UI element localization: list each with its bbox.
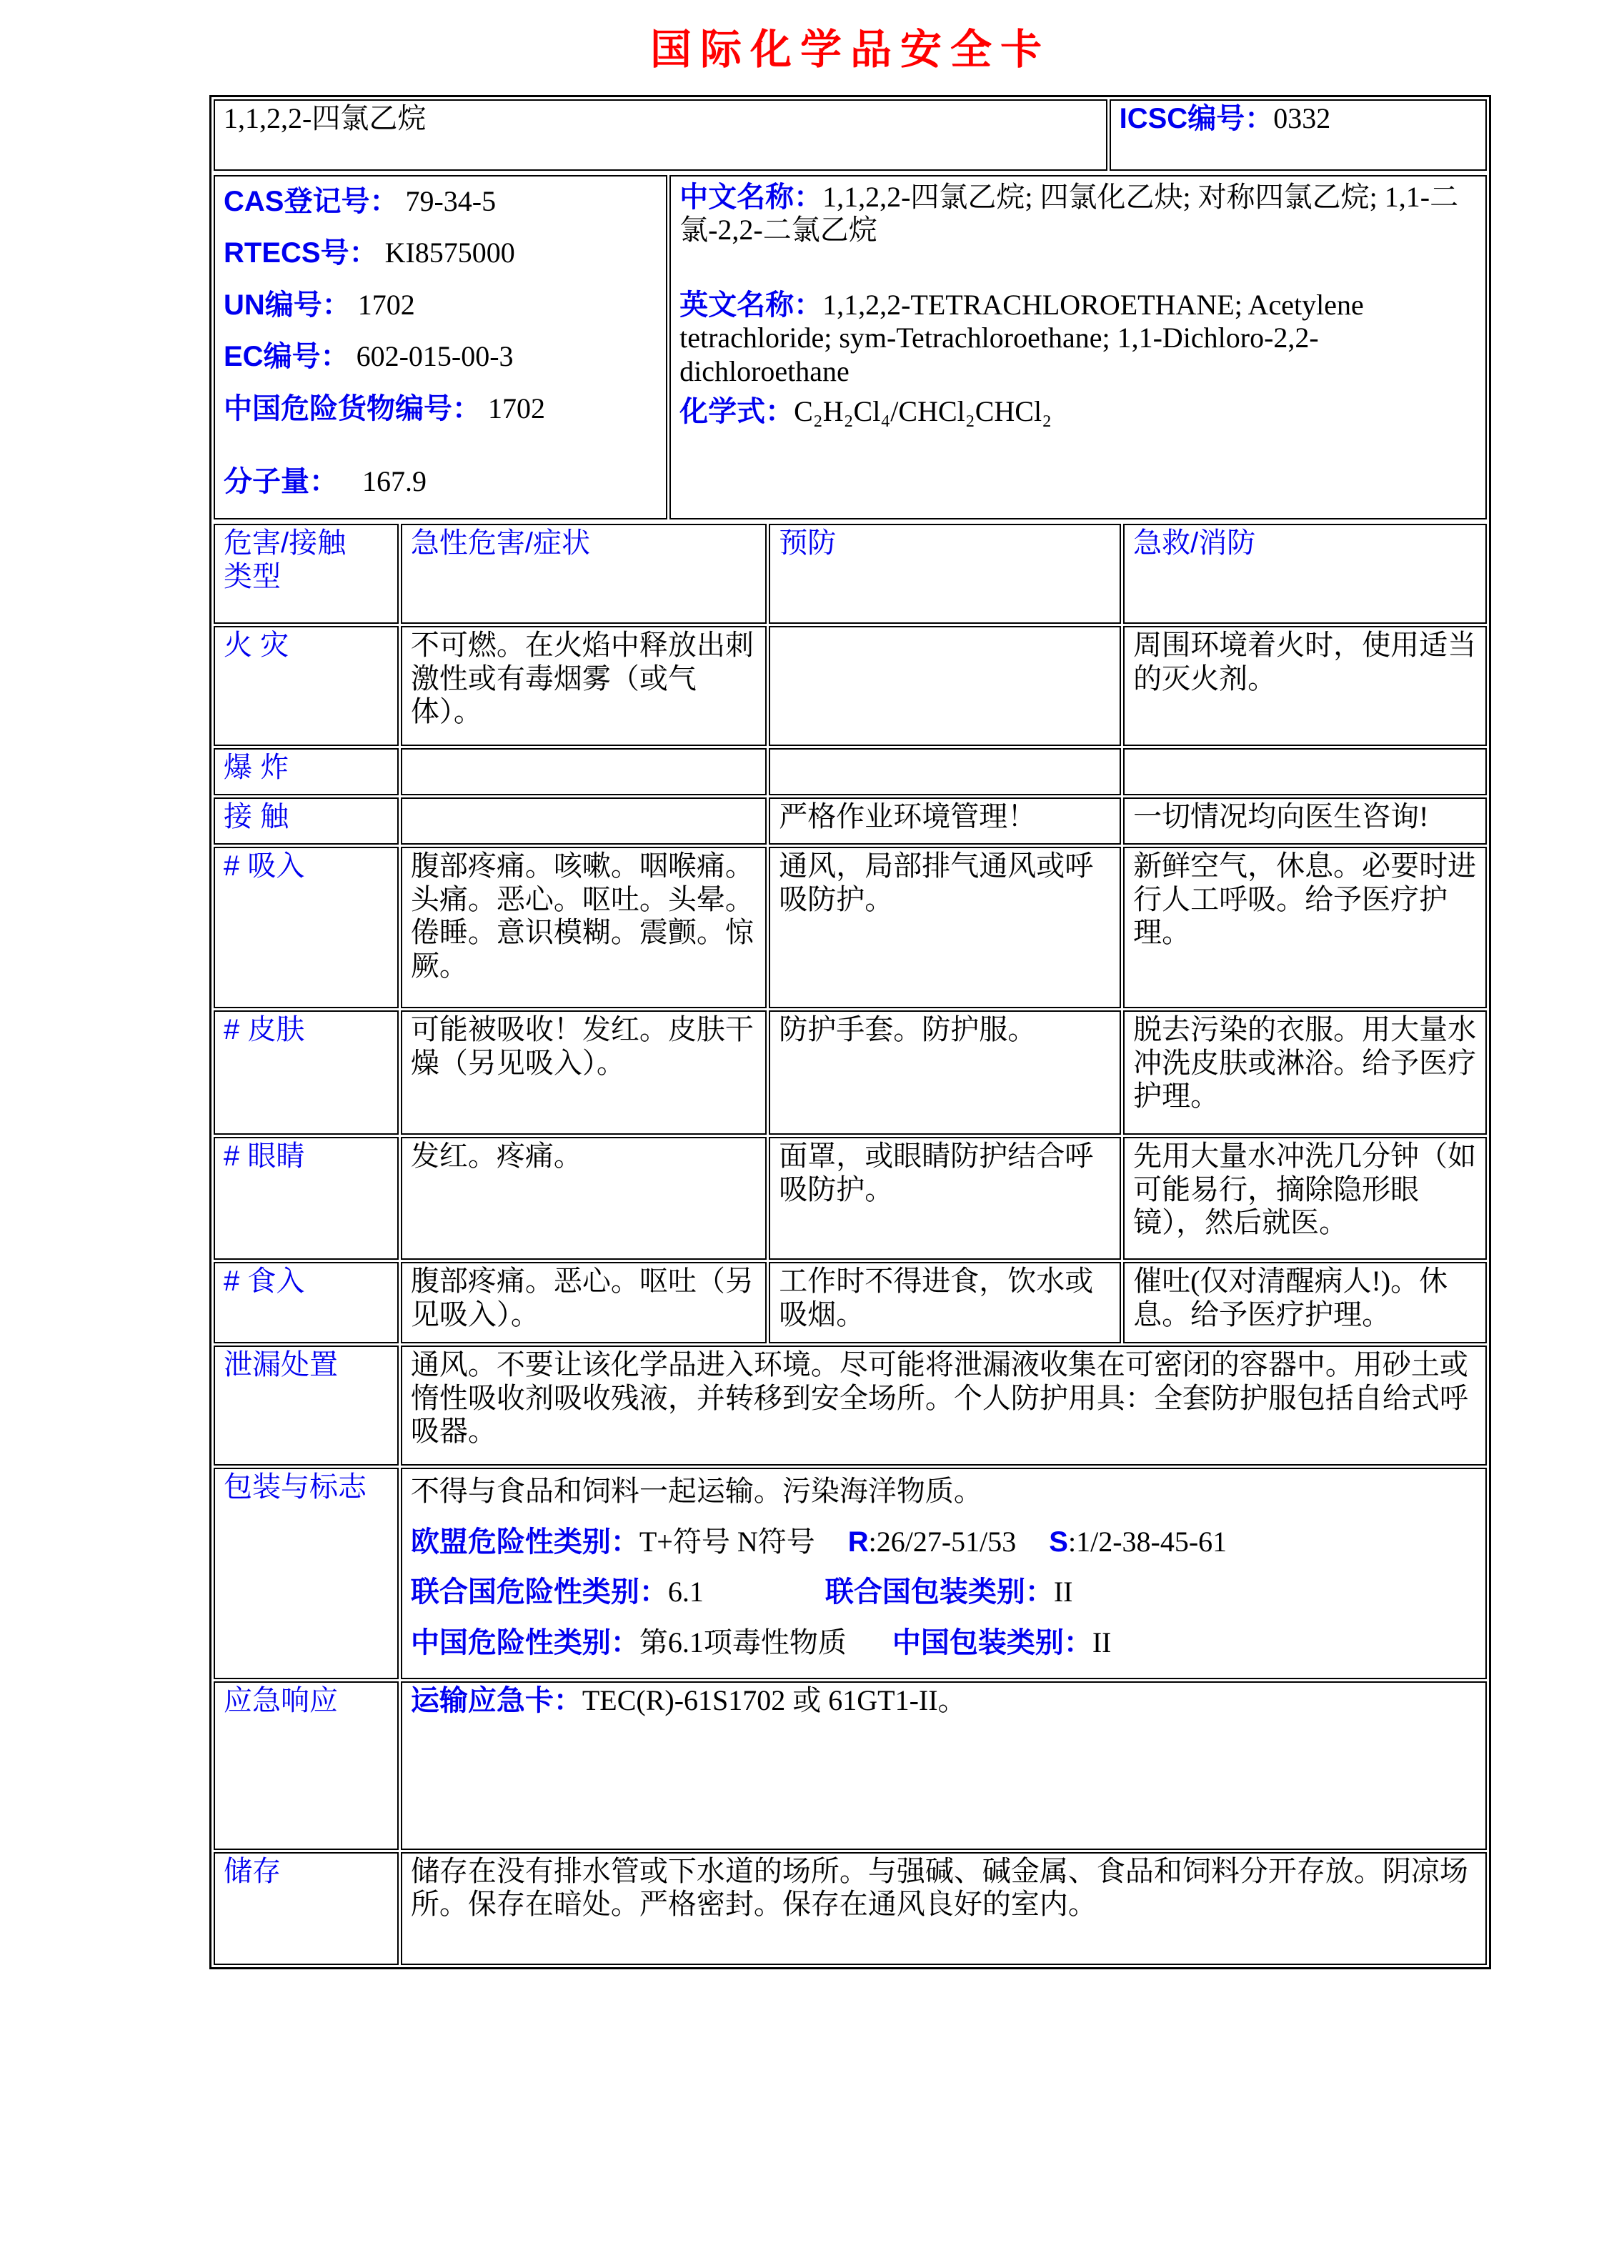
- emergency-label-cell: 应急响应: [214, 1681, 399, 1850]
- packaging-row: [214, 1468, 1487, 1679]
- fire-row: [214, 626, 1487, 746]
- transport-card-value: TEC(R)-61S1702 或 61GT1-II。: [582, 1683, 967, 1716]
- chemical-name-cell: [214, 99, 1107, 171]
- skin-firstaid-cell: 脱去污染的衣服。用大量水冲洗皮肤或淋浴。给予医疗护理。: [1123, 1010, 1487, 1135]
- mw-value: 167.9: [362, 464, 427, 497]
- page-title: 国际化学品安全卡: [649, 26, 1050, 73]
- spill-content-cell: 通风。不要让该化学品进入环境。尽可能将泄漏液收集在可密闭的容器中。用砂土或惰性吸收剂吸收残液，并转移到安全场所。个人防护用具：全套防护服包括自给式呼吸器。: [401, 1346, 1487, 1466]
- safety-card: [209, 95, 1491, 1969]
- exposure-symptoms-cell: [401, 797, 767, 845]
- un-value: 1702: [357, 288, 415, 321]
- names-cell: [669, 175, 1487, 519]
- rtecs-value: KI8575000: [384, 237, 515, 269]
- eyes-prevention-cell: 面罩，或眼睛防护结合呼吸防护。: [769, 1137, 1121, 1260]
- icsc-label: ICSC编号：: [1119, 103, 1274, 134]
- ingestion-symptoms-cell: 腹部疼痛。恶心。呕吐（另见吸入）。: [401, 1262, 767, 1343]
- cn-name-row: [679, 181, 1477, 247]
- inhalation-symptoms-cell: 腹部疼痛。咳嗽。咽喉痛。头痛。恶心。呕吐。头晕。倦睡。意识模糊。震颤。惊厥。: [401, 847, 767, 1008]
- packaging-content-cell: [401, 1468, 1487, 1679]
- exposure-row: [214, 797, 1487, 845]
- storage-label-cell: 储存: [214, 1852, 399, 1965]
- identity-table: [211, 173, 1489, 522]
- emergency-row: [214, 1681, 1487, 1850]
- fire-firstaid-cell: 周围环境着火时，使用适当的灭火剂。: [1123, 626, 1487, 746]
- formula-row: [679, 395, 1477, 428]
- s-phrases-value: :1/2-38-45-61: [1067, 1525, 1227, 1558]
- explosion-symptoms-cell: [401, 748, 767, 795]
- icsc-number: 0332: [1273, 102, 1331, 134]
- cas-label: CAS登记号：: [224, 186, 399, 217]
- eyes-type-cell: # 眼睛: [214, 1137, 399, 1260]
- un-row: [224, 289, 657, 322]
- cas-value: 79-34-5: [405, 185, 497, 217]
- cn-dg-row: [224, 392, 657, 425]
- r-phrases-value: :26/27-51/53: [868, 1525, 1017, 1558]
- cn-class-value: 第6.1项毒性物质: [639, 1626, 847, 1658]
- explosion-firstaid-cell: [1123, 748, 1487, 795]
- spill-label-cell: 泄漏处置: [214, 1346, 399, 1466]
- mw-label: 分子量：: [224, 465, 338, 497]
- inhalation-prevention-cell: 通风，局部排气通风或呼吸防护。: [769, 847, 1121, 1008]
- fire-type-cell: 火 灾: [214, 626, 399, 746]
- un-class-label: 联合国危险性类别：: [410, 1576, 668, 1608]
- eyes-symptoms-cell: 发红。疼痛。: [401, 1137, 767, 1260]
- spill-row: [214, 1346, 1487, 1466]
- cn-dg-value: 1702: [488, 392, 545, 424]
- packaging-label-cell: 包装与标志: [214, 1468, 399, 1679]
- prevention-header: 预防: [769, 524, 1121, 624]
- un-pack-value: II: [1053, 1576, 1073, 1608]
- packaging-cn-line: [411, 1626, 1477, 1659]
- exposure-firstaid-cell: 一切情况均向医生咨询!: [1123, 797, 1487, 845]
- en-name-value: 1,1,2,2-TETRACHLOROETHANE; Acetylene tetrachloride; sym-Tetrachloroethane; 1,1-Dichloro-2,2-dichloroethane: [679, 288, 1364, 387]
- ingestion-type-cell: # 食入: [214, 1262, 399, 1343]
- cn-name-value: 1,1,2,2-四氯乙烷; 四氯化乙炔; 对称四氯乙烷; 1,1-二氯-2,2-二氯乙烷: [679, 181, 1459, 247]
- explosion-type-cell: 爆 炸: [214, 748, 399, 795]
- ingestion-firstaid-cell: 催吐(仅对清醒病人!)。休息。给予医疗护理。: [1123, 1262, 1487, 1343]
- skin-symptoms-cell: 可能被吸收！发红。皮肤干燥（另见吸入）。: [401, 1010, 767, 1135]
- exposure-prevention-cell: 严格作业环境管理！: [769, 797, 1121, 845]
- transport-card-label: 运输应急卡：: [410, 1684, 582, 1716]
- cn-pack-label: 中国包装类别：: [892, 1626, 1092, 1658]
- eyes-firstaid-cell: 先用大量水冲洗几分钟（如可能易行，摘除隐形眼镜），然后就医。: [1123, 1137, 1487, 1260]
- packaging-transport-note: 不得与食品和饲料一起运输。污染海洋物质。: [410, 1475, 982, 1508]
- storage-row: [214, 1852, 1487, 1965]
- un-class-value: 6.1: [667, 1576, 704, 1608]
- ec-label: EC编号：: [224, 341, 349, 373]
- inhalation-type-cell: # 吸入: [214, 847, 399, 1008]
- rtecs-row: [224, 237, 657, 269]
- top-row: [214, 99, 1487, 171]
- identity-row: [214, 175, 1487, 519]
- cn-dg-label: 中国危险货物编号：: [224, 392, 481, 424]
- cn-name-label: 中文名称：: [679, 181, 823, 213]
- icsc-cell: [1110, 99, 1487, 171]
- un-pack-label: 联合国包装类别：: [825, 1576, 1054, 1608]
- skin-prevention-cell: 防护手套。防护服。: [769, 1010, 1121, 1135]
- formula-label: 化学式：: [679, 395, 794, 427]
- exposure-type-cell: 接 触: [214, 797, 399, 845]
- en-name-row: [679, 289, 1477, 388]
- r-phrases-label: R: [847, 1526, 869, 1558]
- identifiers-cell: [214, 175, 667, 519]
- firstaid-header: 急救/消防: [1123, 524, 1487, 624]
- formula-value: C₂H₂Cl₄/CHCl₂CHCl₂: [794, 394, 1052, 427]
- inhalation-row: [214, 847, 1487, 1008]
- hazard-header-row: [214, 524, 1487, 624]
- hazard-type-header: [214, 524, 399, 624]
- rtecs-label: RTECS号：: [224, 237, 378, 269]
- packaging-un-line: [411, 1576, 1477, 1608]
- skin-type-cell: # 皮肤: [214, 1010, 399, 1135]
- fire-symptoms-cell: 不可燃。在火焰中释放出刺激性或有毒烟雾（或气体）。: [401, 626, 767, 746]
- s-phrases-label: S: [1049, 1526, 1068, 1558]
- fire-prevention-cell: [769, 626, 1121, 746]
- symptoms-header: 急性危害/症状: [401, 524, 767, 624]
- eu-class-value: T+符号 N符号: [639, 1525, 815, 1558]
- ingestion-row: [214, 1262, 1487, 1343]
- cn-pack-value: II: [1092, 1626, 1112, 1658]
- ec-value: 602-015-00-3: [356, 340, 514, 373]
- packaging-eu-line: [411, 1526, 1477, 1558]
- hazard-table: [211, 522, 1489, 1967]
- eyes-row: [214, 1137, 1487, 1260]
- inhalation-firstaid-cell: 新鲜空气，休息。必要时进行人工呼吸。给予医疗护理。: [1123, 847, 1487, 1008]
- explosion-row: [214, 748, 1487, 795]
- mw-row: [224, 465, 657, 498]
- chemical-name: 1,1,2,2-四氯乙烷: [224, 102, 427, 134]
- skin-row: [214, 1010, 1487, 1135]
- ec-row: [224, 340, 657, 373]
- eu-class-label: 欧盟危险性类别：: [410, 1526, 639, 1558]
- hazard-type-header-line1: 危害/接触: [224, 527, 347, 559]
- explosion-prevention-cell: [769, 748, 1121, 795]
- top-row-table: [211, 97, 1489, 173]
- storage-content-cell: 储存在没有排水管或下水道的场所。与强碱、碱金属、食品和饲料分开存放。阴凉场所。保存在暗处。严格密封。保存在通风良好的室内。: [401, 1852, 1487, 1965]
- ingestion-prevention-cell: 工作时不得进食，饮水或吸烟。: [769, 1262, 1121, 1343]
- un-label: UN编号：: [224, 289, 351, 321]
- emergency-content-cell: [401, 1681, 1487, 1850]
- en-name-label: 英文名称：: [679, 289, 823, 321]
- cn-class-label: 中国危险性类别：: [410, 1626, 639, 1658]
- hazard-type-header-line2: 类型: [224, 560, 281, 592]
- cas-row: [224, 185, 657, 218]
